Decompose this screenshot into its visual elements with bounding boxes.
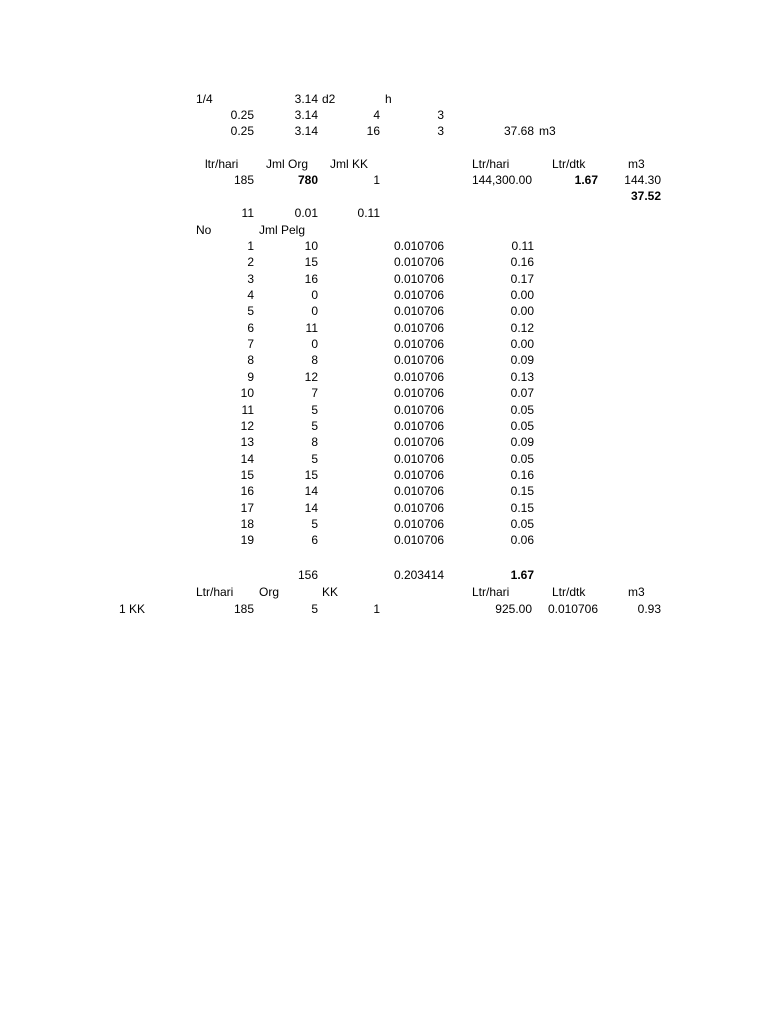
row-jml-pelg: 16 — [304, 272, 318, 286]
volume-result: 37.68 — [503, 124, 534, 138]
header-m3: m3 — [628, 157, 645, 171]
row-no: 16 — [240, 484, 254, 498]
row-no: 12 — [240, 419, 254, 433]
row-no: 9 — [247, 370, 254, 384]
row-factor: 0.010706 — [393, 468, 444, 482]
row-factor: 0.010706 — [393, 403, 444, 417]
row-factor: 0.010706 — [393, 517, 444, 531]
header-ltr-hari-right: Ltr/hari — [472, 157, 510, 171]
value-ltr-hari: 185 — [233, 173, 254, 187]
row-factor: 0.010706 — [393, 533, 444, 547]
row-jml-pelg: 10 — [304, 239, 318, 253]
row-jml-pelg: 5 — [311, 452, 318, 466]
value-jml-kk: 1 — [373, 173, 380, 187]
row-jml-pelg: 12 — [304, 370, 318, 384]
aux-value-b: 0.01 — [294, 206, 318, 220]
row-factor: 0.010706 — [393, 435, 444, 449]
row-no: 13 — [240, 435, 254, 449]
value-ltr-hari: 185 — [233, 602, 254, 616]
header-org: Org — [259, 585, 280, 599]
row-no: 15 — [240, 468, 254, 482]
formula-cell: 0.25 — [230, 108, 254, 122]
row-factor: 0.010706 — [393, 255, 444, 269]
row-value: 0.15 — [510, 501, 534, 515]
header-ltr-hari-right: Ltr/hari — [472, 585, 510, 599]
row-jml-pelg: 11 — [305, 321, 318, 335]
row-jml-pelg: 14 — [304, 484, 318, 498]
row-factor: 0.010706 — [393, 452, 444, 466]
row-jml-pelg: 5 — [311, 403, 318, 417]
header-ltr-dtk: Ltr/dtk — [552, 157, 586, 171]
row-factor: 0.010706 — [393, 370, 444, 384]
row-no: 11 — [241, 403, 254, 417]
formula-cell: h — [385, 92, 392, 106]
value-m3: 144.30 — [624, 173, 661, 187]
row-value: 0.16 — [510, 468, 534, 482]
row-no: 6 — [247, 321, 254, 335]
value-m3-extra: 37.52 — [630, 189, 661, 203]
row-no: 7 — [247, 337, 254, 351]
header-jml-pelg: Jml Pelg — [259, 223, 306, 237]
row-value: 0.05 — [510, 452, 534, 466]
row-value: 0.00 — [510, 304, 534, 318]
aux-value-c: 0.11 — [357, 206, 380, 220]
header-no: No — [196, 223, 212, 237]
header-ltr-dtk: Ltr/dtk — [552, 585, 586, 599]
row-value: 0.09 — [510, 435, 534, 449]
formula-cell: 1/4 — [196, 92, 213, 106]
row-no: 17 — [240, 501, 254, 515]
row-value: 0.06 — [510, 533, 534, 547]
row-no: 8 — [247, 353, 254, 367]
row-factor: 0.010706 — [393, 304, 444, 318]
value-ltr-dtk: 1.67 — [574, 173, 598, 187]
volume-unit: m3 — [539, 124, 556, 138]
row-jml-pelg: 6 — [311, 533, 318, 547]
row-jml-pelg: 15 — [304, 255, 318, 269]
header-m3: m3 — [628, 585, 645, 599]
row-no: 3 — [247, 272, 254, 286]
total-jml: 156 — [297, 568, 318, 582]
header-jml-org: Jml Org — [266, 157, 308, 171]
row-jml-pelg: 5 — [311, 517, 318, 531]
row-value: 0.00 — [510, 337, 534, 351]
row-factor: 0.010706 — [393, 239, 444, 253]
total-value: 1.67 — [510, 568, 534, 582]
header-jml-kk: Jml KK — [330, 157, 369, 171]
row-jml-pelg: 8 — [311, 435, 318, 449]
value-ltr-dtk: 0.010706 — [547, 602, 598, 616]
row-value: 0.13 — [510, 370, 534, 384]
total-factor: 0.203414 — [393, 568, 444, 582]
row-value: 0.12 — [510, 321, 534, 335]
value-kk: 1 — [373, 602, 380, 616]
kk-label: 1 KK — [119, 602, 146, 616]
row-jml-pelg: 0 — [311, 337, 318, 351]
row-factor: 0.010706 — [393, 288, 444, 302]
value-m3: 0.93 — [637, 602, 661, 616]
row-factor: 0.010706 — [393, 321, 444, 335]
row-factor: 0.010706 — [393, 501, 444, 515]
formula-cell: 3 — [437, 108, 444, 122]
header-kk: KK — [322, 585, 339, 599]
formula-cell: 16 — [366, 124, 380, 138]
header-ltr-hari: ltr/hari — [205, 157, 239, 171]
row-no: 19 — [240, 533, 254, 547]
row-value: 0.05 — [510, 517, 534, 531]
value-ltr-hari-total: 925.00 — [495, 602, 532, 616]
row-no: 14 — [240, 452, 254, 466]
row-value: 0.15 — [510, 484, 534, 498]
formula-cell: 3.14 — [294, 92, 318, 106]
row-value: 0.17 — [510, 272, 534, 286]
formula-cell: d2 — [322, 92, 336, 106]
row-jml-pelg: 0 — [311, 304, 318, 318]
row-factor: 0.010706 — [393, 353, 444, 367]
row-value: 0.09 — [510, 353, 534, 367]
row-factor: 0.010706 — [393, 419, 444, 433]
formula-cell: 3.14 — [294, 108, 318, 122]
row-jml-pelg: 14 — [304, 501, 318, 515]
row-factor: 0.010706 — [393, 386, 444, 400]
row-factor: 0.010706 — [393, 337, 444, 351]
row-value: 0.11 — [511, 239, 534, 253]
value-jml-org: 780 — [297, 173, 318, 187]
row-value: 0.05 — [510, 419, 534, 433]
header-ltr-hari: Ltr/hari — [196, 585, 234, 599]
row-factor: 0.010706 — [393, 272, 444, 286]
row-value: 0.00 — [510, 288, 534, 302]
row-jml-pelg: 7 — [311, 386, 318, 400]
formula-cell: 0.25 — [230, 124, 254, 138]
value-org: 5 — [311, 602, 318, 616]
row-no: 2 — [247, 255, 254, 269]
row-jml-pelg: 5 — [311, 419, 318, 433]
formula-cell: 4 — [373, 108, 380, 122]
row-value: 0.05 — [510, 403, 534, 417]
row-no: 4 — [247, 288, 254, 302]
row-jml-pelg: 15 — [304, 468, 318, 482]
row-no: 5 — [247, 304, 254, 318]
row-no: 18 — [240, 517, 254, 531]
formula-cell: 3 — [437, 124, 444, 138]
formula-cell: 3.14 — [294, 124, 318, 138]
row-value: 0.16 — [510, 255, 534, 269]
aux-value-a: 11 — [241, 206, 254, 220]
row-factor: 0.010706 — [393, 484, 444, 498]
row-jml-pelg: 8 — [311, 353, 318, 367]
row-no: 1 — [247, 239, 254, 253]
row-no: 10 — [240, 386, 254, 400]
row-value: 0.07 — [510, 386, 534, 400]
row-jml-pelg: 0 — [311, 288, 318, 302]
value-ltr-hari-total: 144,300.00 — [471, 173, 532, 187]
